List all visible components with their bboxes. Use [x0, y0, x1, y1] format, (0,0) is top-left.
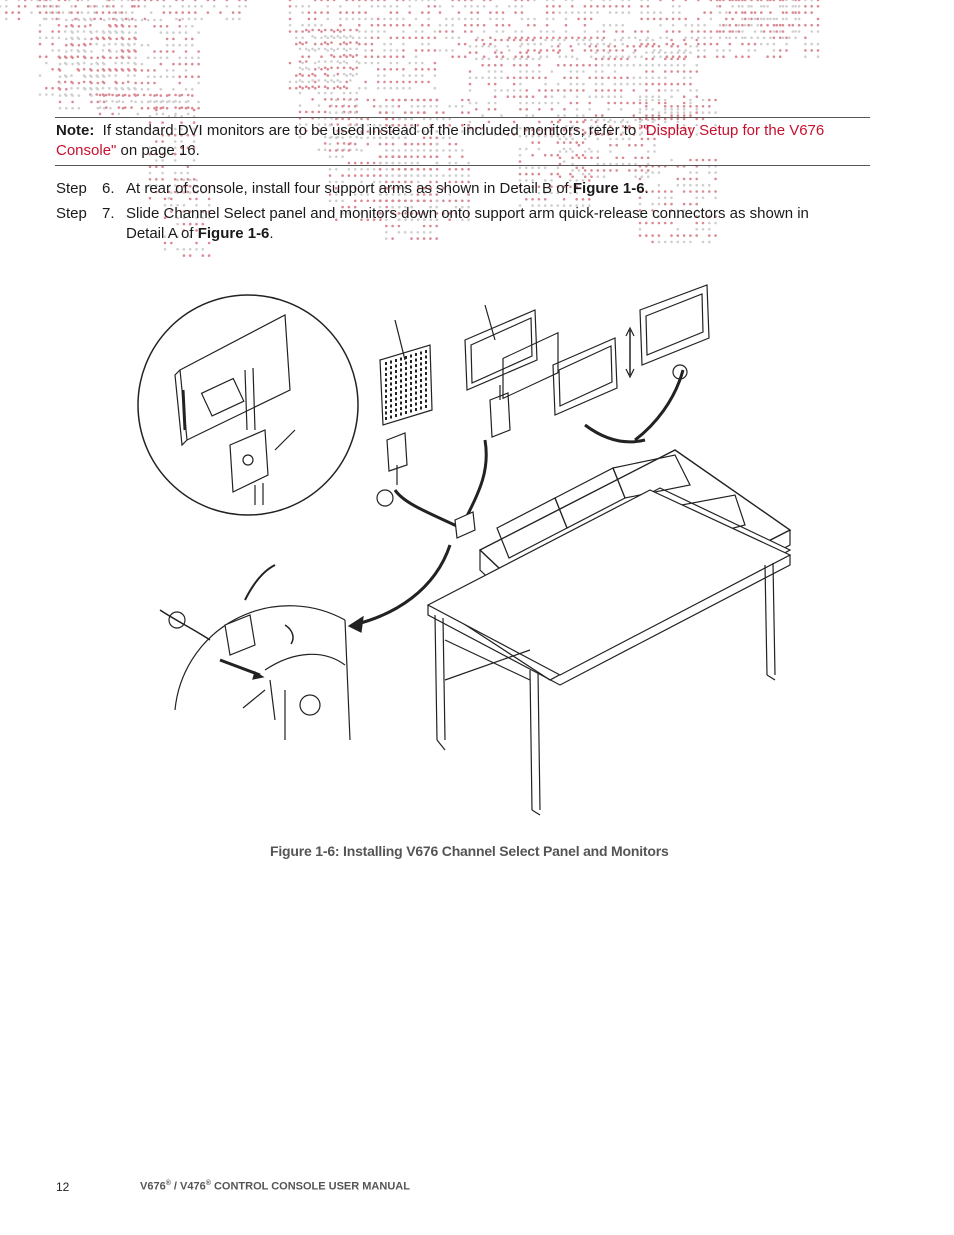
note-text: If standard DVI monitors are to be used instead of the included monitors, refer to — [102, 122, 637, 139]
step-text: At rear of console, install four support arms as shown in Detail B of Figure 1-6. — [126, 180, 649, 197]
step-7 — [56, 204, 868, 244]
figure-ref[interactable]: Figure 1-6 — [197, 225, 270, 242]
step-text: Slide Channel Select panel and monitors down onto support arm quick-release connectors as shown in Detail A of Figure 1-6. — [126, 205, 809, 242]
figure-ref[interactable]: Figure 1-6 — [572, 180, 645, 197]
monitor-3 — [626, 285, 709, 377]
step-word: Step — [56, 180, 87, 197]
note-top-rule — [55, 117, 870, 118]
monitor-1 — [465, 305, 537, 437]
detail-b-circle — [138, 295, 358, 515]
step-word: Step — [56, 205, 87, 222]
note-bottom-rule — [55, 165, 870, 166]
monitor-2 — [553, 338, 617, 415]
table — [428, 490, 790, 815]
step-6 — [56, 179, 868, 199]
note-block — [56, 121, 868, 161]
detail-a-circle — [160, 565, 350, 740]
step-number: 6. — [102, 180, 115, 197]
note-link[interactable]: "Display Setup for the V676 Console" — [56, 122, 825, 159]
console-assembly-illustration — [135, 280, 805, 825]
figure-caption: Figure 1-6: Installing V676 Channel Select Panel and Monitors — [270, 843, 669, 859]
channel-select-panel — [380, 320, 432, 485]
note-label: Note: — [56, 122, 95, 139]
page-number: 12 — [56, 1180, 70, 1194]
note-text-end: on page 16. — [120, 142, 200, 159]
step-number: 7. — [102, 205, 115, 222]
manual-title: V676® / V476® CONTROL CONSOLE USER MANUAL — [140, 1180, 410, 1193]
